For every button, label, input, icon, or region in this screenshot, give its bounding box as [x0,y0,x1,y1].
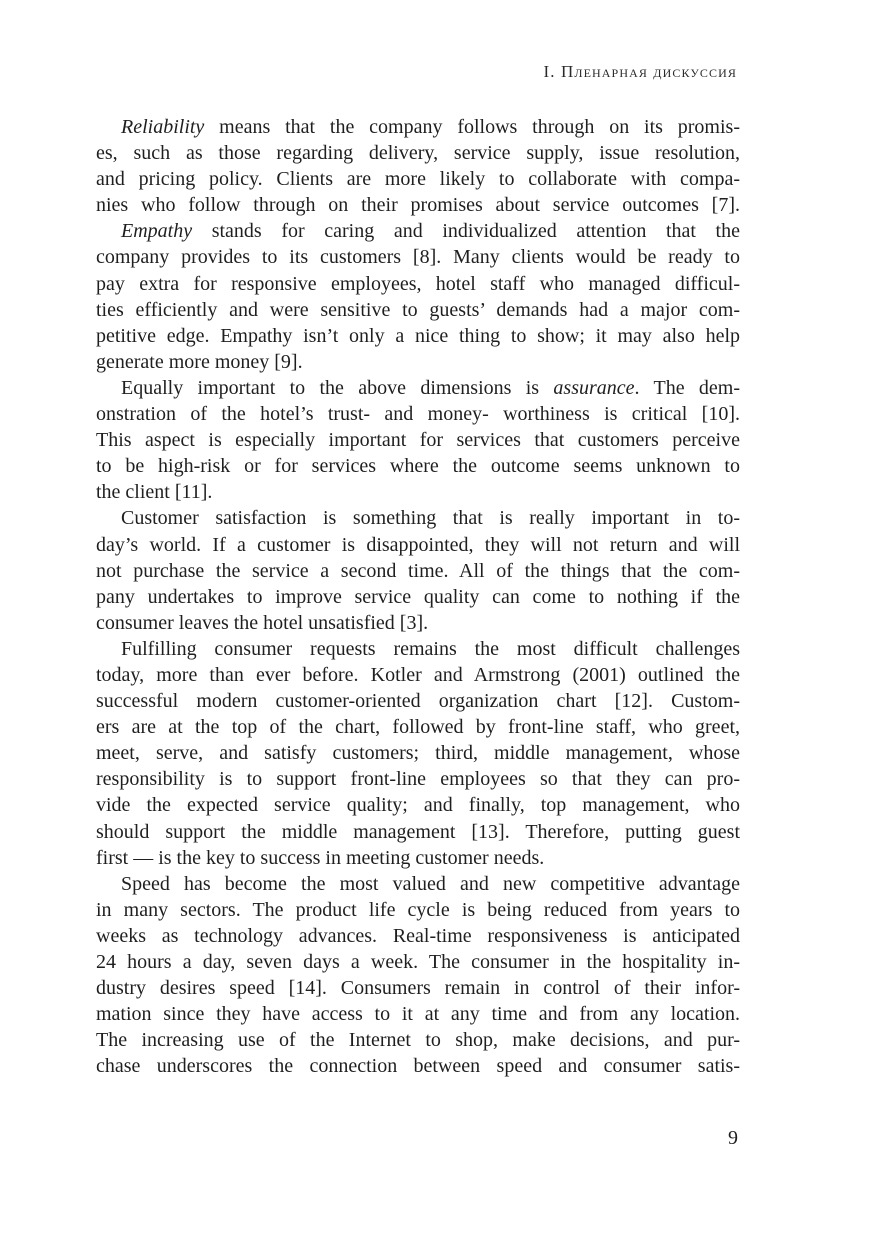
paragraph-5-line-4: ers are at the top of the chart, followed by front-line staff, who greet, [96,716,740,739]
paragraph-6-line-7: The increasing use of the Internet to shop, make decisions, and pur- [96,1029,740,1052]
paragraph-6-line-3: weeks as technology advances. Real-time responsiveness is anticipated [96,924,740,947]
paragraph-4-line-3: not purchase the service a second time. All of the things that the com- [96,559,740,582]
paragraph-3-line-5: the client [11]. [96,481,213,504]
paragraph-speed [96,871,740,1080]
paragraph-2-line-1 [96,218,740,244]
line-text: . The dem- [634,376,740,399]
paragraph-6-line-5: dustry desires speed [14]. Consumers remain in control of their infor- [96,977,740,1000]
paragraph-6-line-6: mation since they have access to it at any time and from any location. [96,1003,740,1026]
paragraph-1-line-2: es, such as those regarding delivery, service supply, issue resolution, [96,142,740,165]
line-text: means that the company follows through on its promis- [204,116,740,138]
paragraph-2-line-3: pay extra for responsive employees, hotel staff who managed difficul- [96,272,740,295]
paragraph-6-line-1: Speed has become the most valued and new competitive advantage [121,872,740,895]
paragraph-3-line-3: This aspect is especially important for services that customers perceive [96,429,740,452]
paragraph-4-line-1: Customer satisfaction is something that is really important in to- [121,507,740,530]
paragraph-6-line-2: in many sectors. The product life cycle is being reduced from years to [96,898,740,921]
body-text [96,114,740,1079]
paragraph-5-line-3: successful modern customer-oriented organization chart [12]. Custom- [96,690,740,713]
paragraph-1-line-3: and pricing policy. Clients are more likely to collaborate with compa- [96,168,740,191]
paragraph-4-line-5: consumer leaves the hotel unsatisfied [3]. [96,611,429,634]
paragraph-5-line-8: should support the middle management [13]. Therefore, putting guest [96,820,740,843]
italic-term-reliability: Reliability [121,116,205,138]
paragraph-1-line-1 [96,114,740,140]
running-header: I. Пленарная дискуссия [543,62,737,81]
line-text: stands for caring and individualized attention that the [192,220,740,243]
paragraph-5-line-9: first — is the key to success in meeting customer needs. [96,846,545,869]
paragraph-1-line-4: nies who follow through on their promises about service outcomes [7]. [96,194,740,217]
paragraph-5-line-5: meet, serve, and satisfy customers; third, middle management, whose [96,742,740,765]
paragraph-3-line-2: onstration of the hotel’s trust- and money- worthiness is critical [10]. [96,403,740,426]
paragraph-4-line-2: day’s world. If a customer is disappointed, they will not return and will [96,533,740,556]
page-number: 9 [728,1127,738,1149]
italic-term-empathy: Empathy [121,220,193,243]
paragraph-reliability [96,114,740,218]
paragraph-4-line-4: pany undertakes to improve service quality can come to nothing if the [96,585,740,608]
paragraph-consumer-requests [96,636,740,871]
italic-term-assurance: assurance [553,376,635,399]
paragraph-6-line-4: 24 hours a day, seven days a week. The consumer in the hospitality in- [96,951,740,973]
paragraph-assurance [96,375,740,505]
paragraph-3-line-4: to be high-risk or for services where the outcome seems unknown to [96,455,740,478]
line-text: Equally important to the above dimensions is [121,376,554,399]
paragraph-2-line-5: petitive edge. Empathy isn’t only a nice thing to show; it may also help [96,324,740,347]
paragraph-2-line-4: ties efficiently and were sensitive to guests’ demands had a major com- [96,298,740,321]
paragraph-2-line-6: generate more money [9]. [96,350,303,373]
paragraph-5-line-7: vide the expected service quality; and finally, top management, who [96,794,740,817]
paragraph-6-line-8: chase underscores the connection between speed and consumer satis- [96,1055,740,1078]
paragraph-5-line-1: Fulfilling consumer requests remains the most difficult challenges [121,637,740,660]
paragraph-empathy [96,218,740,375]
paragraph-customer-satisfaction [96,505,740,635]
paragraph-5-line-6: responsibility is to support front-line employees so that they can pro- [96,768,740,791]
paragraph-3-line-1 [96,375,740,401]
paragraph-5-line-2: today, more than ever before. Kotler and Armstrong (2001) outlined the [96,663,740,686]
paragraph-2-line-2: company provides to its customers [8]. Many clients would be ready to [96,246,740,269]
